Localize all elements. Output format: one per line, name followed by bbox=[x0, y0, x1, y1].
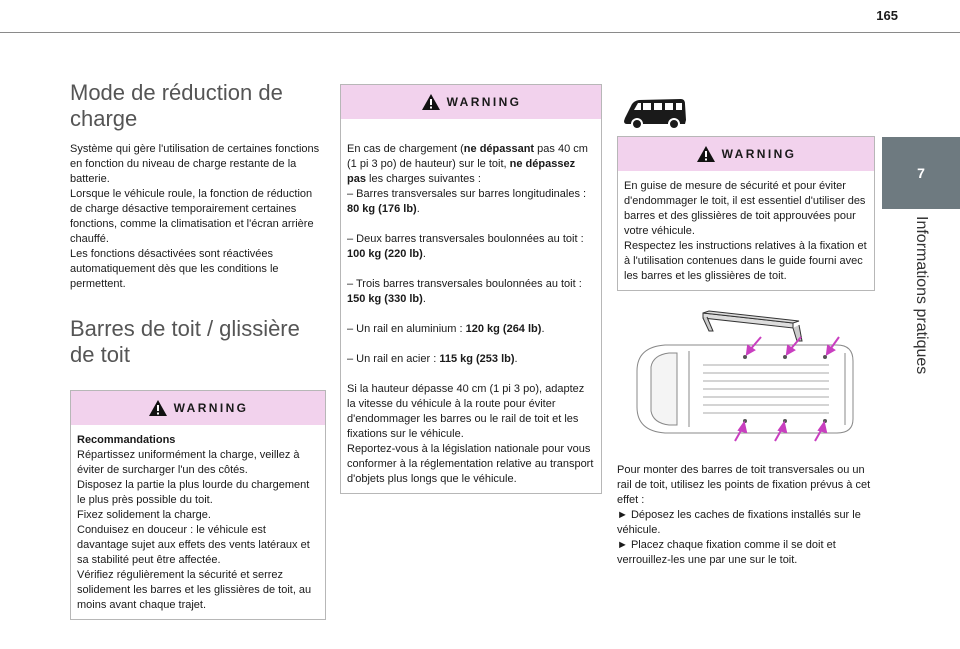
warning-body bbox=[341, 119, 601, 493]
column-middle bbox=[340, 84, 602, 494]
fixation-instructions: Pour monter des barres de toit transversales ou un rail de toit, utilisez les points de fixation prévus à cet effet : ► Déposez les caches de fixations installés sur le véhicule. ► Placez chaque fixation comme il se doit et verrouillez-les une par une sur le toit. bbox=[617, 464, 871, 566]
load-line-6: – Un rail en aluminium : 120 kg (264 lb). bbox=[347, 323, 545, 335]
warning-text: Répartissez uniformément la charge, veillez à éviter de surcharger l'un des côtés. Disposez la partie la plus lourde du chargement le plus près possible du toit. Fixez solidement la charge. Conduisez en douceur : le véhicule est davantage sujet aux effets des vents latéraux et sa stabilité peut être affectée. Vérifiez régulièrement la sécurité et serrez solidement les barres et les glissières de toit, au moins avant chaque trajet. bbox=[77, 449, 312, 611]
load-reduction-text: Système qui gère l'utilisation de certaines fonctions en fonction du niveau de charge restante de la batterie. Lorsque le véhicule roule, la fonction de réduction de charge désactive temporairement certaines fonctions, comme la climatisation et l'écran arrière chauffé. Les fonctions désactivées sont réactivées automatiquement dès que les conditions le permettent. bbox=[70, 143, 320, 290]
warning-triangle-icon bbox=[148, 399, 168, 417]
chapter-number: 7 bbox=[917, 165, 925, 181]
warning-box-approved-bars bbox=[617, 136, 875, 291]
warning-heading: Recommandations bbox=[77, 434, 176, 446]
roof-bar-diagram bbox=[617, 301, 875, 451]
warning-label: WARNING bbox=[721, 147, 797, 161]
warning-body bbox=[618, 171, 874, 290]
warning-header bbox=[341, 85, 601, 119]
warning-text: En guise de mesure de sécurité et pour éviter d'endommager le toit, il est essentiel d'utiliser des barres et des glissières de toit approuvées pour votre véhicule. Respectez les instructions relatives à la fixation et à l'utilisation contenues dans le guide fourni avec les barres et les glissières de toit. bbox=[624, 180, 867, 282]
load-limit-lines bbox=[347, 127, 595, 382]
load-line-4: – Deux barres transversales boulonnées au toit : 100 kg (220 lb). bbox=[347, 233, 584, 260]
roof-bar-illustration bbox=[703, 311, 802, 341]
top-divider bbox=[0, 32, 960, 33]
load-line-3: – Barres transversales sur barres longitudinales : 80 kg (176 lb). bbox=[347, 188, 587, 215]
warning-label: WARNING bbox=[173, 401, 249, 415]
section-title-roof-bars: Barres de toit / glissière de toit bbox=[70, 316, 300, 367]
load-line-5: – Trois barres transversales boulonnées au toit : 150 kg (330 lb). bbox=[347, 278, 582, 305]
column-right bbox=[617, 94, 875, 568]
vehicle-icon bbox=[621, 94, 691, 132]
warning-label: WARNING bbox=[446, 95, 522, 109]
load-line-2: ne dépassez pas les charges suivantes : bbox=[347, 158, 576, 185]
chapter-tab[interactable] bbox=[882, 137, 960, 209]
warning-triangle-icon bbox=[421, 93, 441, 111]
warning-header bbox=[71, 391, 325, 425]
warning-header bbox=[618, 137, 874, 171]
column-left bbox=[70, 80, 326, 620]
warning-triangle-icon bbox=[696, 145, 716, 163]
warning-body bbox=[71, 425, 325, 619]
warning-box-recommendations bbox=[70, 390, 326, 620]
chapter-label: Informations pratiques bbox=[913, 216, 930, 375]
load-line-1: En cas de chargement (ne dépassant pas 40 cm (1 pi 3 po) de hauteur) sur le toit, bbox=[347, 143, 588, 170]
chapter-label-container bbox=[882, 216, 960, 386]
warning-box-load-limits bbox=[340, 84, 602, 494]
load-line-7: – Un rail en acier : 115 kg (253 lb). bbox=[347, 353, 518, 365]
section-title-load-reduction: Mode de réduction de charge bbox=[70, 80, 283, 131]
height-advice-text: Si la hauteur dépasse 40 cm (1 pi 3 po), adaptez la vitesse du véhicule à la route pour éviter d'endommager les barres ou le rail de toit et les fixations sur le véhicule. Reportez-vous à la législation nationale pour vous conformer à la réglementation relative au transport d'objets plus longs que le véhicule. bbox=[347, 383, 594, 485]
page-number: 165 bbox=[876, 8, 898, 23]
